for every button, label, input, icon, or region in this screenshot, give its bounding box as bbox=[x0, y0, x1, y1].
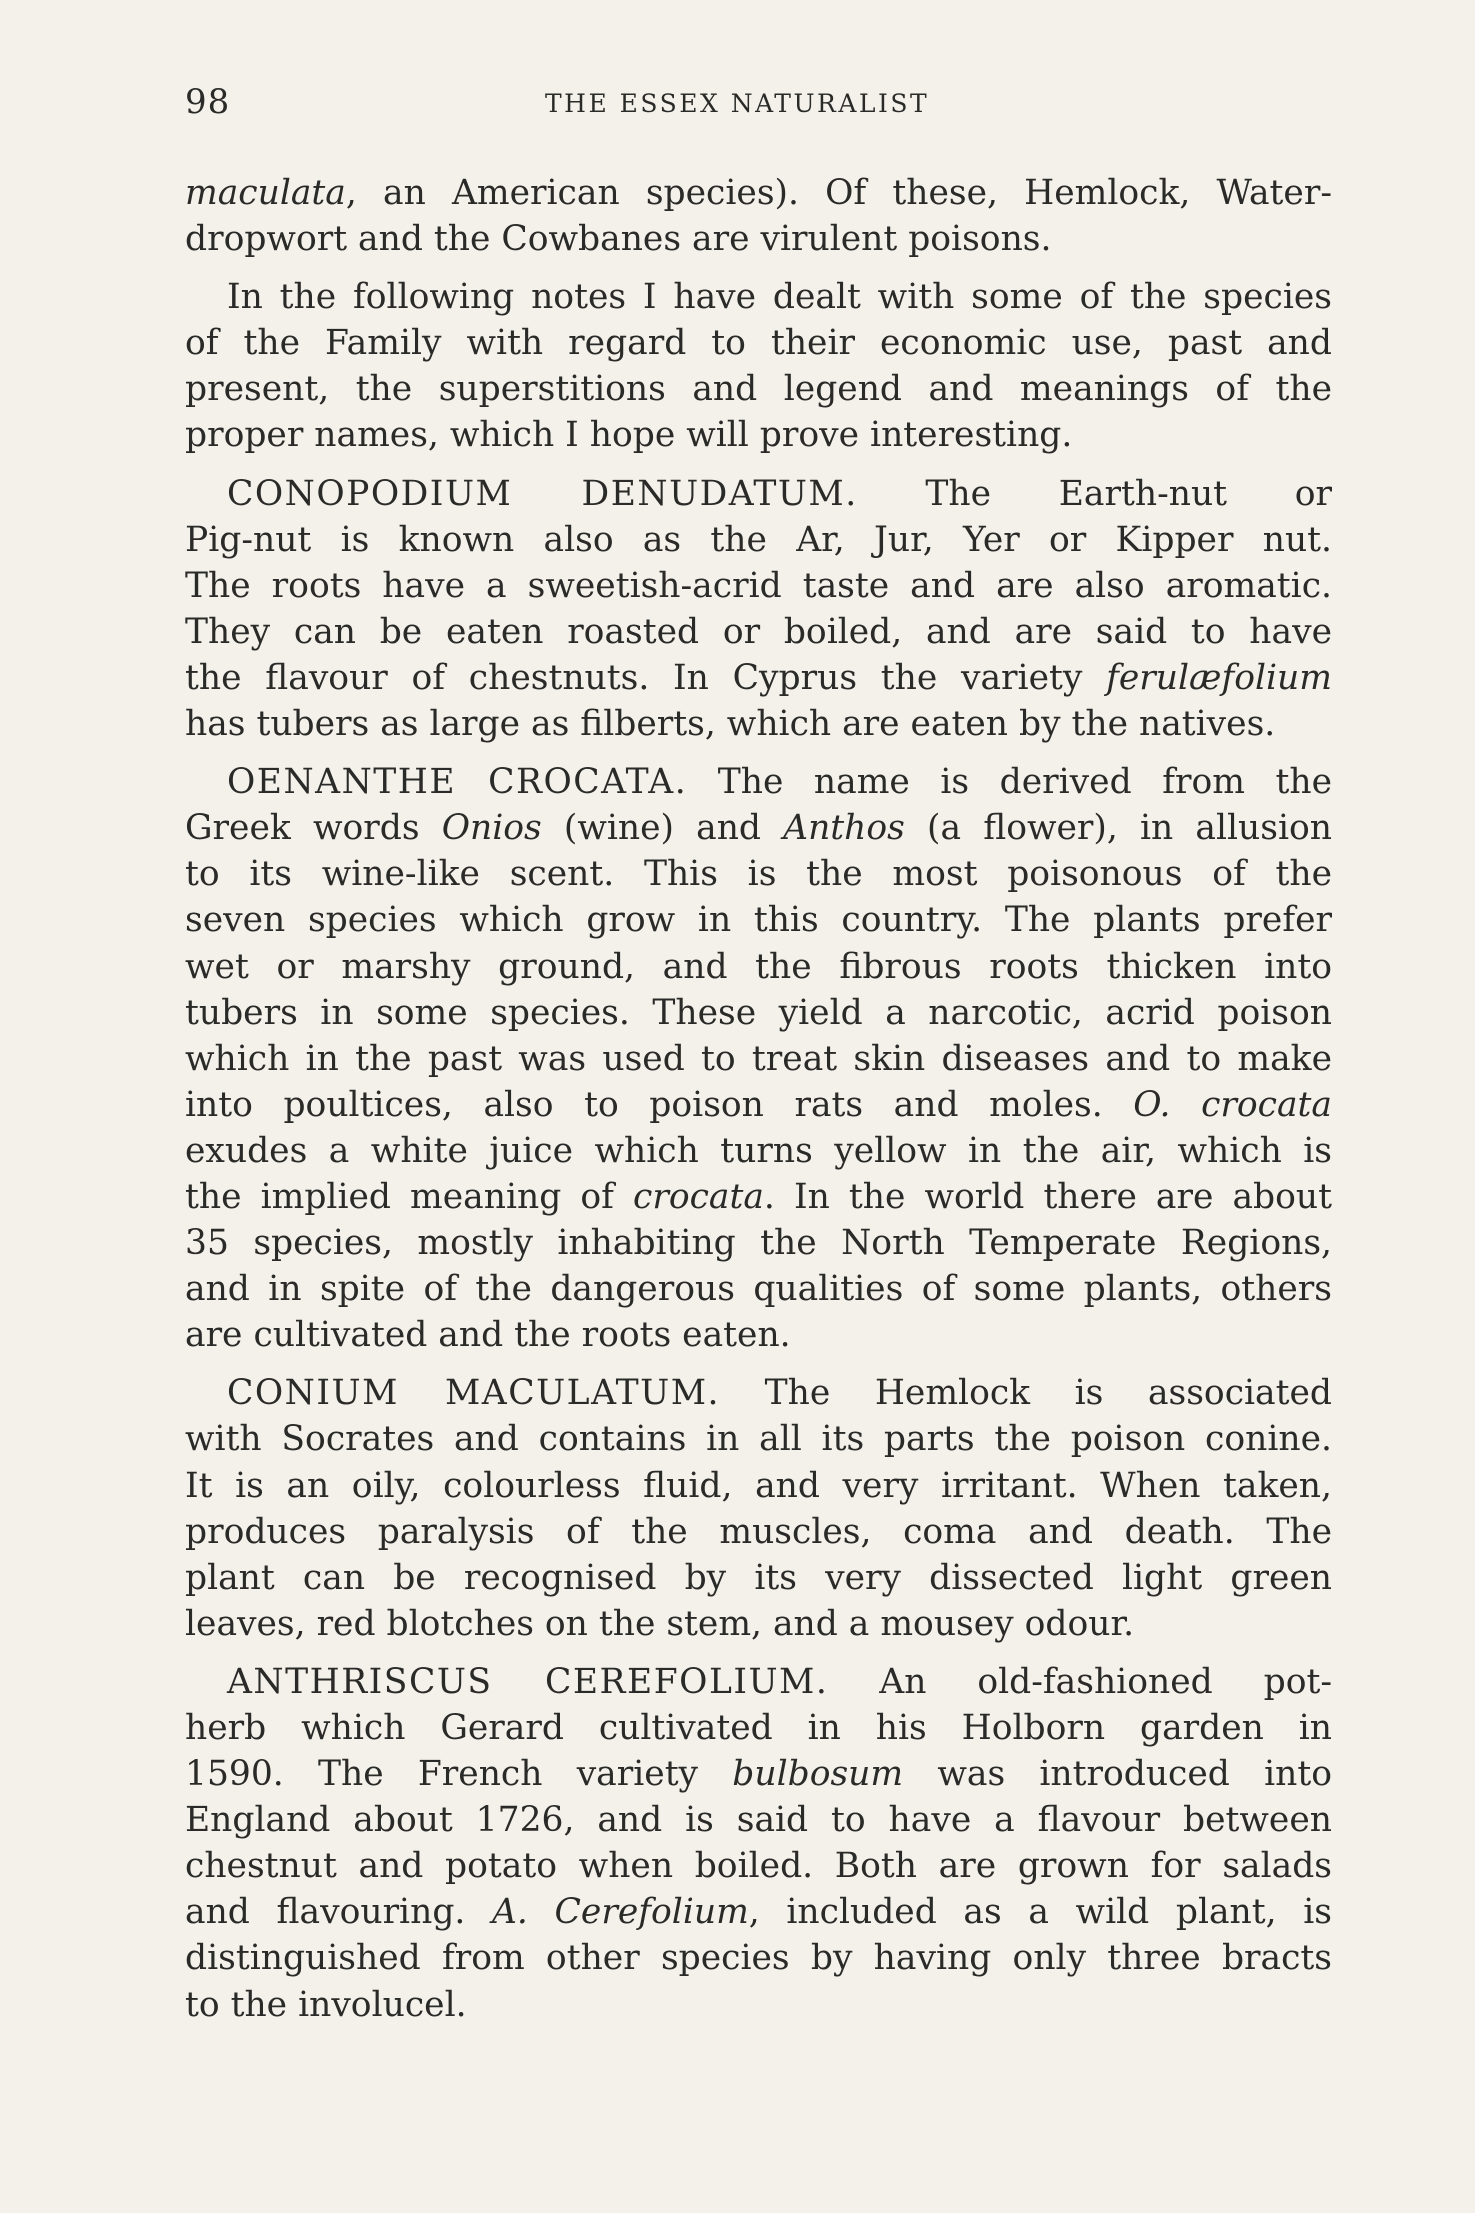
text-run: chestnut and potato when boiled. Both are grown for salads bbox=[185, 1846, 1332, 1887]
text-run: , included as a wild plant, is bbox=[748, 1892, 1332, 1933]
text-run: produces paralysis of the muscles, coma and death. The bbox=[185, 1511, 1332, 1552]
text-run: to the involucel. bbox=[185, 1984, 467, 2025]
text-line bbox=[185, 1797, 1332, 1843]
italic-term: ferulæfolium bbox=[1106, 657, 1332, 698]
text-run: the flavour of chestnuts. In Cyprus the variety bbox=[185, 657, 1107, 698]
text-line bbox=[185, 944, 1332, 990]
text-line bbox=[185, 1555, 1332, 1601]
text-run: dropwort and the Cowbanes are virulent poisons. bbox=[185, 219, 1052, 260]
text-line bbox=[185, 1659, 1332, 1705]
text-run: to its wine-like scent. This is the most poisonous of the bbox=[185, 854, 1332, 895]
text-run: , an American species). Of these, Hemlock, Water- bbox=[345, 173, 1332, 213]
text-line bbox=[185, 1266, 1332, 1312]
text-line bbox=[185, 1601, 1332, 1647]
text-run: wet or marshy ground, and the fibrous roots thicken into bbox=[185, 946, 1332, 987]
text-line bbox=[185, 517, 1332, 563]
text-run: present, the superstitions and legend and meanings of the bbox=[185, 369, 1332, 410]
text-run: (a flower), in allusion bbox=[904, 808, 1332, 849]
text-line bbox=[185, 1982, 1332, 2028]
section-heading: CONOPODIUM DENUDATUM. bbox=[227, 473, 858, 514]
text-run: In the following notes I have dealt with some of the species bbox=[227, 277, 1332, 318]
paragraph bbox=[185, 170, 1332, 262]
text-run: 1590. The French variety bbox=[185, 1754, 733, 1795]
text-line bbox=[185, 1082, 1332, 1128]
text-line bbox=[185, 1416, 1332, 1462]
text-line bbox=[185, 1174, 1332, 1220]
text-run: plant can be recognised by its very dissected light green bbox=[185, 1557, 1332, 1598]
paragraph bbox=[185, 1659, 1332, 2028]
text-run: has tubers as large as filberts, which are eaten by the natives. bbox=[185, 704, 1276, 745]
text-run: Pig-nut is known also as the Ar, Jur, Yer or Kipper nut. bbox=[185, 519, 1332, 560]
text-line bbox=[185, 1463, 1332, 1509]
text-run: England about 1726, and is said to have a flavour between bbox=[185, 1800, 1332, 1841]
text-run: The name is derived from the bbox=[687, 762, 1332, 803]
text-line bbox=[185, 216, 1332, 262]
text-line bbox=[185, 1370, 1332, 1416]
text-run: which in the past was used to treat skin diseases and to make bbox=[185, 1038, 1332, 1079]
paragraph bbox=[185, 471, 1332, 748]
text-run: seven species which grow in this country. The plants prefer bbox=[185, 900, 1332, 941]
text-run: distinguished from other species by having only three bracts bbox=[185, 1938, 1332, 1979]
text-run: An old-fashioned pot- bbox=[828, 1661, 1332, 1702]
text-run: proper names, which I hope will prove interesting. bbox=[185, 415, 1073, 456]
text-run: The roots have a sweetish-acrid taste and are also aromatic. bbox=[185, 565, 1332, 606]
text-run: and in spite of the dangerous qualities of some plants, others bbox=[185, 1269, 1332, 1310]
section-heading: OENANTHE CROCATA. bbox=[227, 762, 688, 803]
text-line bbox=[185, 1128, 1332, 1174]
text-line bbox=[185, 1935, 1332, 1981]
text-run: herb which Gerard cultivated in his Holborn garden in bbox=[185, 1708, 1332, 1748]
text-line bbox=[185, 1751, 1332, 1797]
text-run: and flavouring. bbox=[185, 1892, 492, 1933]
page-number: 98 bbox=[185, 82, 231, 122]
italic-term: Onios bbox=[441, 808, 542, 849]
italic-term: Anthos bbox=[783, 808, 905, 849]
text-run: The Hemlock is associated bbox=[720, 1373, 1332, 1414]
text-run: was introduced into bbox=[903, 1754, 1332, 1795]
text-run: with Socrates and contains in all its parts the poison conine. bbox=[185, 1419, 1332, 1460]
text-run: Greek words bbox=[185, 808, 442, 849]
text-line bbox=[185, 412, 1332, 458]
text-line bbox=[185, 274, 1332, 320]
text-run: exudes a white juice which turns yellow in the air, which is bbox=[185, 1130, 1332, 1171]
page-header bbox=[185, 82, 1332, 132]
text-line bbox=[185, 563, 1332, 609]
paragraph bbox=[185, 1370, 1332, 1647]
text-run: the implied meaning of bbox=[185, 1176, 633, 1217]
text-line bbox=[185, 1843, 1332, 1889]
section-heading: ANTHRISCUS CEREFOLIUM. bbox=[227, 1661, 829, 1702]
text-run: The Earth-nut or bbox=[857, 473, 1332, 514]
text-run: of the Family with regard to their economic use, past and bbox=[185, 323, 1332, 364]
paragraph bbox=[185, 274, 1332, 458]
text-run: (wine) and bbox=[541, 808, 784, 849]
paragraph bbox=[185, 759, 1332, 1358]
text-line bbox=[185, 655, 1332, 701]
text-line bbox=[185, 1036, 1332, 1082]
text-run: 35 species, mostly inhabiting the North Temperate Regions, bbox=[185, 1223, 1332, 1264]
text-run: are cultivated and the roots eaten. bbox=[185, 1315, 791, 1356]
text-line bbox=[185, 897, 1332, 943]
text-line bbox=[185, 471, 1332, 517]
text-line bbox=[185, 1889, 1332, 1935]
text-line bbox=[185, 1220, 1332, 1266]
italic-term: A. Cerefolium bbox=[492, 1892, 749, 1933]
italic-term: maculata bbox=[185, 173, 346, 213]
italic-term: O. crocata bbox=[1133, 1084, 1332, 1125]
italic-term: bulbosum bbox=[732, 1754, 904, 1795]
text-line bbox=[185, 701, 1332, 747]
text-line bbox=[185, 1509, 1332, 1555]
text-run: into poultices, also to poison rats and moles. bbox=[185, 1084, 1134, 1125]
text-run: . In the world there are about bbox=[763, 1176, 1332, 1217]
text-run: leaves, red blotches on the stem, and a mousey odour. bbox=[185, 1603, 1135, 1644]
section-heading: CONIUM MACULATUM. bbox=[227, 1373, 721, 1414]
running-title: THE ESSEX NATURALIST bbox=[545, 89, 930, 118]
text-run: It is an oily, colourless fluid, and very irritant. When taken, bbox=[185, 1465, 1332, 1506]
text-line bbox=[185, 1312, 1332, 1358]
text-line bbox=[185, 609, 1332, 655]
text-line bbox=[185, 366, 1332, 412]
text-run: tubers in some species. These yield a narcotic, acrid poison bbox=[185, 992, 1332, 1033]
text-line bbox=[185, 170, 1332, 216]
article-body bbox=[185, 170, 1332, 2040]
text-line bbox=[185, 851, 1332, 897]
text-line bbox=[185, 320, 1332, 366]
text-run: They can be eaten roasted or boiled, and are said to have bbox=[185, 611, 1332, 652]
text-line bbox=[185, 759, 1332, 805]
text-line bbox=[185, 1705, 1332, 1751]
text-line bbox=[185, 990, 1332, 1036]
text-line bbox=[185, 805, 1332, 851]
italic-term: crocata bbox=[633, 1176, 764, 1217]
